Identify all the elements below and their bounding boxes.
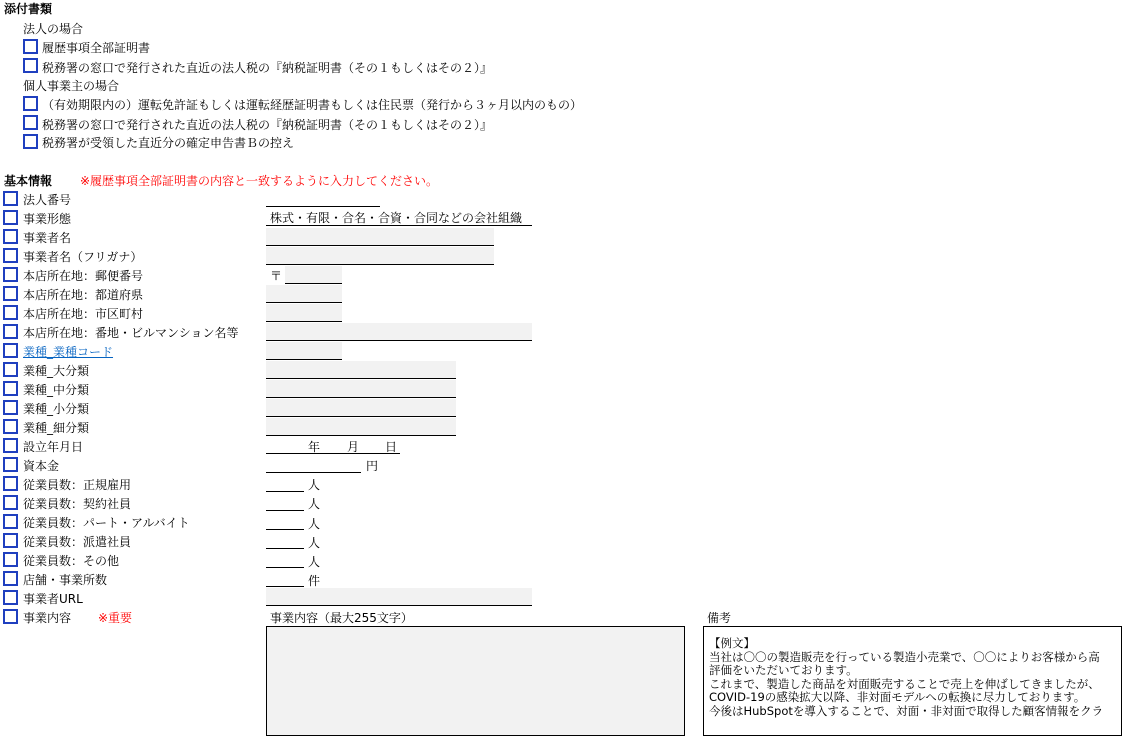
field-label: 業種_細分類 bbox=[23, 421, 90, 435]
field-label: 事業者URL bbox=[23, 592, 83, 606]
notes-caption: 備考 bbox=[707, 611, 732, 625]
notes-box bbox=[703, 626, 1122, 736]
business-type-value: 株式・有限・合名・合資・合同などの会社組織 bbox=[270, 211, 523, 225]
checkbox-industry-middle[interactable] bbox=[3, 381, 18, 396]
corporate-number-input[interactable] bbox=[266, 206, 380, 207]
field-label: 事業形態 bbox=[23, 212, 72, 226]
field-label: 本店所在地：市区町村 bbox=[23, 307, 144, 321]
field-label: 事業者名 bbox=[23, 231, 72, 245]
field-label: 事業者名（フリガナ） bbox=[23, 250, 143, 264]
field-label: 店舗・事業所数 bbox=[23, 573, 108, 587]
attachment-label: （有効期限内の）運転免許証もしくは運転経歴証明書もしくは住民票（発行から３ヶ月以内のもの） bbox=[42, 98, 583, 112]
city-input[interactable] bbox=[266, 304, 342, 322]
checkbox-emp-part[interactable] bbox=[3, 514, 18, 529]
capital-input[interactable] bbox=[266, 472, 361, 473]
checkbox-tax-return-b[interactable] bbox=[23, 134, 38, 149]
field-label: 資本金 bbox=[23, 459, 60, 473]
field-label: 業種_中分類 bbox=[23, 383, 90, 397]
checkbox-emp-contract[interactable] bbox=[3, 495, 18, 510]
checkbox-offices[interactable] bbox=[3, 571, 18, 586]
attachment-label: 履歴事項全部証明書 bbox=[42, 41, 151, 55]
business-name-kana-input[interactable] bbox=[266, 247, 494, 265]
unit-count: 件 bbox=[308, 574, 321, 588]
checkbox-capital[interactable] bbox=[3, 457, 18, 472]
industry-code-input[interactable] bbox=[266, 342, 342, 360]
basic-info-notice: ※履歴事項全部証明書の内容と一致するように入力してください。 bbox=[80, 174, 439, 188]
checkbox-industry-minor[interactable] bbox=[3, 400, 18, 415]
unit-month: 月 bbox=[347, 440, 360, 454]
field-label: 業種_大分類 bbox=[23, 364, 90, 378]
notes-line: COVID-19の感染拡大以降、非対面モデルへの転換に尽力しております。 bbox=[709, 690, 1086, 704]
checkbox-city[interactable] bbox=[3, 305, 18, 320]
field-label: 法人番号 bbox=[23, 193, 72, 207]
field-label: 事業内容 bbox=[23, 611, 72, 625]
postal-code-input[interactable] bbox=[285, 266, 342, 284]
industry-code-link[interactable]: 業種_業種コード bbox=[23, 345, 114, 359]
unit-yen: 円 bbox=[366, 459, 379, 473]
attachment-label: 税務署の窓口で発行された直近の法人税の『納税証明書（その１もしくはその２）』 bbox=[42, 118, 493, 132]
description-caption: 事業内容（最大255文字） bbox=[270, 611, 413, 625]
checkbox-industry-major[interactable] bbox=[3, 362, 18, 377]
checkbox-industry-detail[interactable] bbox=[3, 419, 18, 434]
checkbox-corporate-tax-cert[interactable] bbox=[23, 58, 38, 73]
industry-detail-input[interactable] bbox=[266, 418, 456, 436]
unit-person: 人 bbox=[308, 536, 321, 550]
url-input[interactable] bbox=[266, 588, 532, 606]
checkbox-postal-code[interactable] bbox=[3, 267, 18, 282]
emp-other-input[interactable] bbox=[266, 567, 304, 568]
postal-mark: 〒 bbox=[270, 269, 283, 283]
emp-part-input[interactable] bbox=[266, 529, 304, 530]
checkbox-description[interactable] bbox=[3, 609, 18, 624]
corporate-heading: 法人の場合 bbox=[23, 22, 84, 36]
notes-line: これまで、製造した商品を対面販売することで売上を伸ばしてきましたが、 bbox=[709, 676, 1100, 691]
checkbox-individual-tax-cert[interactable] bbox=[23, 115, 38, 130]
checkbox-prefecture[interactable] bbox=[3, 286, 18, 301]
field-label: 本店所在地：都道府県 bbox=[23, 288, 144, 302]
field-label: 本店所在地：郵便番号 bbox=[23, 269, 144, 283]
business-type-select[interactable] bbox=[266, 208, 532, 226]
unit-person: 人 bbox=[308, 517, 321, 531]
established-input[interactable] bbox=[266, 453, 400, 454]
field-label: 本店所在地：番地・ビルマンション名等 bbox=[23, 326, 239, 340]
important-mark: ※重要 bbox=[98, 611, 133, 625]
unit-year: 年 bbox=[308, 440, 321, 454]
basic-info-title: 基本情報 bbox=[4, 174, 53, 188]
checkbox-emp-other[interactable] bbox=[3, 552, 18, 567]
industry-minor-input[interactable] bbox=[266, 399, 456, 417]
checkbox-business-name-kana[interactable] bbox=[3, 248, 18, 263]
emp-contract-input[interactable] bbox=[266, 510, 304, 511]
notes-line: 当社は〇〇の製造販売を行っている製造小売業で、〇〇によりお客様から高 bbox=[709, 649, 1100, 664]
attachments-title: 添付書類 bbox=[4, 2, 53, 16]
offices-input[interactable] bbox=[266, 586, 304, 587]
checkbox-corporate-number[interactable] bbox=[3, 191, 18, 206]
industry-major-input[interactable] bbox=[266, 361, 456, 379]
business-name-input[interactable] bbox=[266, 228, 494, 246]
checkbox-established[interactable] bbox=[3, 438, 18, 453]
unit-person: 人 bbox=[308, 497, 321, 511]
field-label: 従業員数：派遣社員 bbox=[23, 535, 132, 549]
attachment-label: 税務署の窓口で発行された直近の法人税の『納税証明書（その１もしくはその２）』 bbox=[42, 61, 493, 75]
field-label: 従業員数：契約社員 bbox=[23, 497, 132, 511]
address-input[interactable] bbox=[266, 323, 532, 341]
individual-heading: 個人事業主の場合 bbox=[23, 79, 120, 93]
checkbox-business-type[interactable] bbox=[3, 210, 18, 225]
checkbox-url[interactable] bbox=[3, 590, 18, 605]
emp-dispatch-input[interactable] bbox=[266, 548, 304, 549]
emp-regular-input[interactable] bbox=[266, 491, 304, 492]
notes-line: 【例文】 bbox=[709, 636, 755, 650]
field-label: 従業員数：正規雇用 bbox=[23, 478, 132, 492]
notes-line: 今後はHubSpotを導入することで、対面・非対面で取得した顧客情報をクラ bbox=[709, 703, 1104, 718]
unit-day: 日 bbox=[385, 440, 398, 454]
prefecture-input[interactable] bbox=[266, 285, 342, 303]
industry-middle-input[interactable] bbox=[266, 380, 456, 398]
checkbox-emp-regular[interactable] bbox=[3, 476, 18, 491]
checkbox-id-document[interactable] bbox=[23, 96, 38, 111]
field-label: 従業員数：パート・アルバイト bbox=[23, 516, 190, 530]
checkbox-address[interactable] bbox=[3, 324, 18, 339]
unit-person: 人 bbox=[308, 555, 321, 569]
field-label: 業種_小分類 bbox=[23, 402, 90, 416]
notes-line: 評価をいただいております。 bbox=[709, 663, 858, 677]
description-textarea[interactable] bbox=[266, 626, 685, 736]
checkbox-industry-code[interactable] bbox=[3, 343, 18, 358]
unit-person: 人 bbox=[308, 478, 321, 492]
attachment-label: 税務署が受領した直近分の確定申告書Ｂの控え bbox=[42, 136, 295, 150]
checkbox-business-name[interactable] bbox=[3, 229, 18, 244]
field-label: 従業員数：その他 bbox=[23, 554, 120, 568]
checkbox-emp-dispatch[interactable] bbox=[3, 533, 18, 548]
checkbox-corporate-registry[interactable] bbox=[23, 39, 38, 54]
field-label: 設立年月日 bbox=[23, 440, 84, 454]
